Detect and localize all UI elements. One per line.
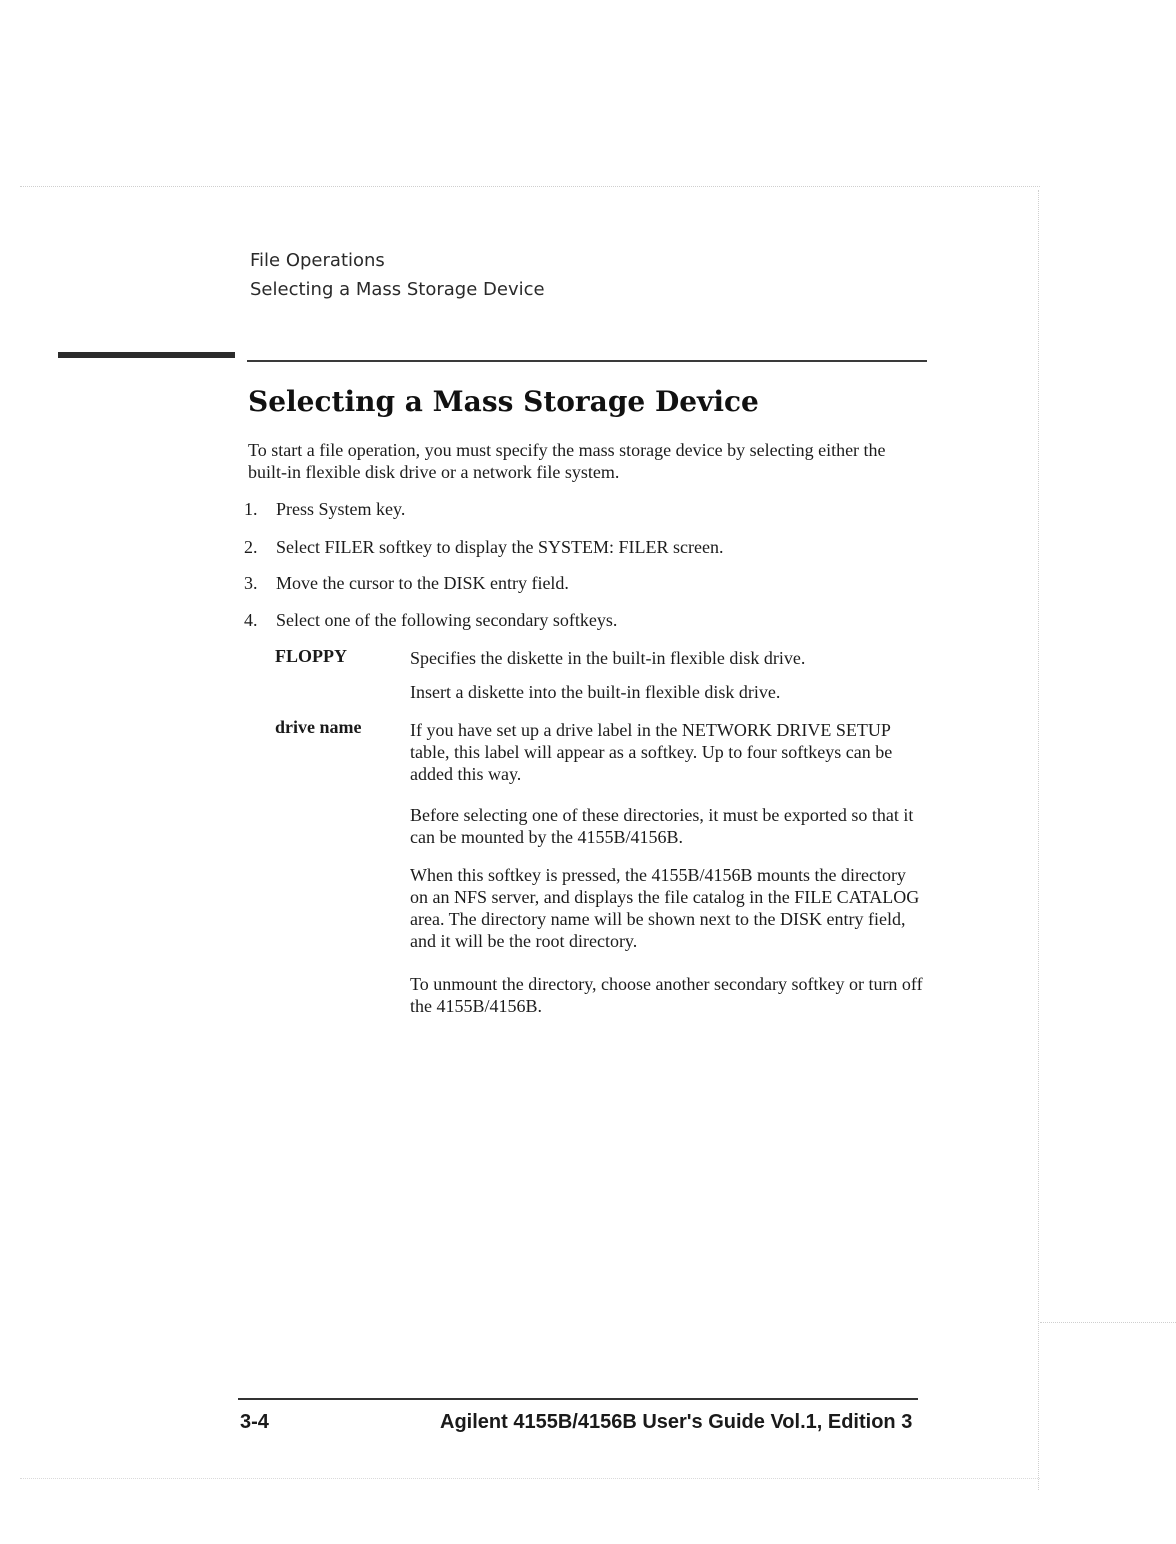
section-rule (247, 360, 927, 362)
drive-name-description: Before selecting one of these directories, it must be exported so that it can be mounted by the 4155B/4156B. (410, 805, 914, 847)
page-number: 3-4 (240, 1411, 269, 1433)
running-header (250, 246, 545, 304)
step-text: Select one of the following secondary softkeys. (276, 610, 618, 630)
step-number: 4. (244, 610, 258, 630)
section-title: Selecting a Mass Storage Device (248, 385, 759, 418)
header-chapter: File Operations (250, 250, 385, 271)
drive-name-description: When this softkey is pressed, the 4155B/4156B mounts the directory on an NFS server, and displays the file catalog in the FILE CATALOG area. The directory name will be shown next to the DISK entry field, and it will be the root directory. (410, 865, 920, 951)
step-number: 2. (244, 537, 258, 557)
scan-edge-right (1038, 190, 1039, 1490)
term-floppy: FLOPPY (275, 646, 347, 666)
scan-edge-bottom (20, 1478, 1040, 1479)
step-3 (244, 572, 934, 594)
footer-rule (238, 1398, 918, 1400)
scan-edge-notch (1040, 1322, 1176, 1323)
drive-name-description: If you have set up a drive label in the NETWORK DRIVE SETUP table, this label will appear as a softkey. Up to four softkeys can be added this way. (410, 720, 893, 784)
intro-paragraph: To start a file operation, you must specify the mass storage device by selecting either the built-in flexible disk drive or a network file system. (248, 440, 886, 482)
step-1 (244, 498, 934, 520)
step-4 (244, 609, 934, 631)
floppy-description: Insert a diskette into the built-in flexible disk drive. (410, 682, 781, 702)
header-section: Selecting a Mass Storage Device (250, 279, 545, 300)
step-text: Select FILER softkey to display the SYSTEM: FILER screen. (276, 537, 724, 557)
term-drive-name: drive name (275, 717, 362, 737)
step-number: 1. (244, 499, 258, 519)
scan-edge-top (20, 186, 1040, 187)
step-number: 3. (244, 573, 258, 593)
step-text: Press System key. (276, 499, 406, 519)
floppy-description: Specifies the diskette in the built-in flexible disk drive. (410, 648, 806, 668)
section-marker-bar (58, 352, 235, 358)
drive-name-description: To unmount the directory, choose another secondary softkey or turn off the 4155B/4156B. (410, 974, 923, 1016)
step-text: Move the cursor to the DISK entry field. (276, 573, 569, 593)
footer-doc-title: Agilent 4155B/4156B User's Guide Vol.1, Edition 3 (440, 1411, 913, 1433)
step-2 (244, 536, 934, 558)
